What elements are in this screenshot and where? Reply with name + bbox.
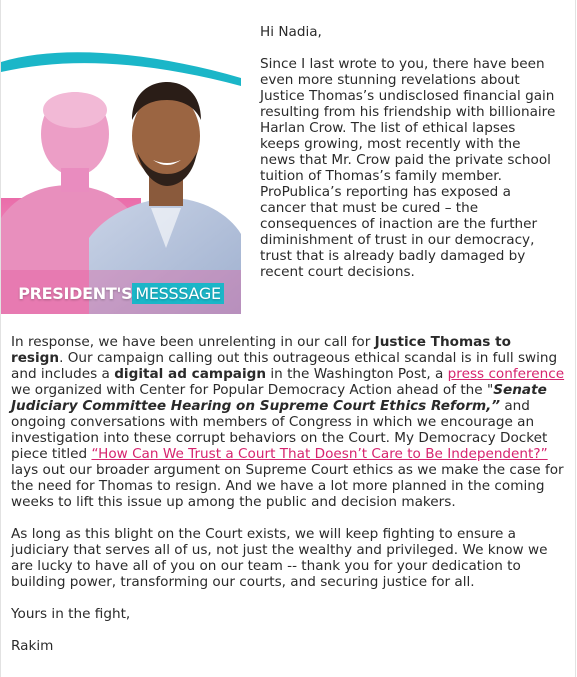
p1-text-3: in the Washington Post, a (266, 366, 448, 382)
letter-body (11, 334, 567, 670)
commitment-paragraph: As long as this blight on the Court exists, we will keep fighting to ensure a judiciary that serves all of us, not just the wealthy and privileged. We know we are lucky to have all of you on our team -- thank you for your dedication to building power, transforming our courts, and securing justice for all. (11, 526, 548, 590)
democracy-docket-link[interactable]: “How Can We Trust a Court That Doesn’t Care to Be Independent?” (91, 446, 548, 462)
response-paragraph (11, 334, 567, 510)
president-photo (1, 48, 241, 314)
hero-caption-part1: PRESIDENT'S (18, 284, 133, 303)
p1-text-4: we organized with Center for Popular Democracy Action ahead of the " (11, 382, 494, 398)
p1-bold-ad-campaign: digital ad campaign (114, 366, 267, 382)
greeting: Hi Nadia, (260, 24, 322, 40)
press-conference-link[interactable]: press conference (447, 366, 565, 382)
hero-caption (1, 286, 241, 302)
intro-column (260, 24, 556, 280)
closing-line: Yours in the fight, (11, 606, 131, 622)
p1-bold-resign: Justice Thomas to resign (11, 334, 511, 366)
p1-hearing-title: Senate Judiciary Committee Hearing on Supreme Court Ethics Reform,” (11, 382, 547, 414)
hero-image (1, 48, 241, 314)
p1-text-2: . Our campaign calling out this outrageous ethical scandal is in full swing and includes a (11, 350, 558, 382)
hero-caption-part2: MESSSAGE (132, 283, 223, 304)
intro-paragraph: Since I last wrote to you, there have been even more stunning revelations about Justice Thomas’s undisclosed financial gain resulting from his friendship with billionaire Harlan Crow. The list of ethical lapses keeps growing, most recently with the news that Mr. Crow paid the private school tuition of Thomas’s family member. ProPublica’s reporting has exposed a cancer that must be cured – the consequences of inaction are the further diminishment of trust in our democracy, trust that is already badly damaged by recent court decisions. (260, 56, 556, 280)
p1-text-6: lays out our broader argument on Supreme Court ethics as we make the case for the need for Thomas to resign. And we have a lot more planned in the coming weeks to lift this issue up among the public and decision makers. (11, 462, 564, 510)
signature: Rakim (11, 638, 54, 654)
p1-text-5: and ongoing conversations with members of Congress in which we encourage an investigation into these corrupt behaviors on the Court. My Democracy Docket piece titled (11, 398, 548, 462)
p1-text-1: In response, we have been unrelenting in our call for (11, 334, 375, 350)
